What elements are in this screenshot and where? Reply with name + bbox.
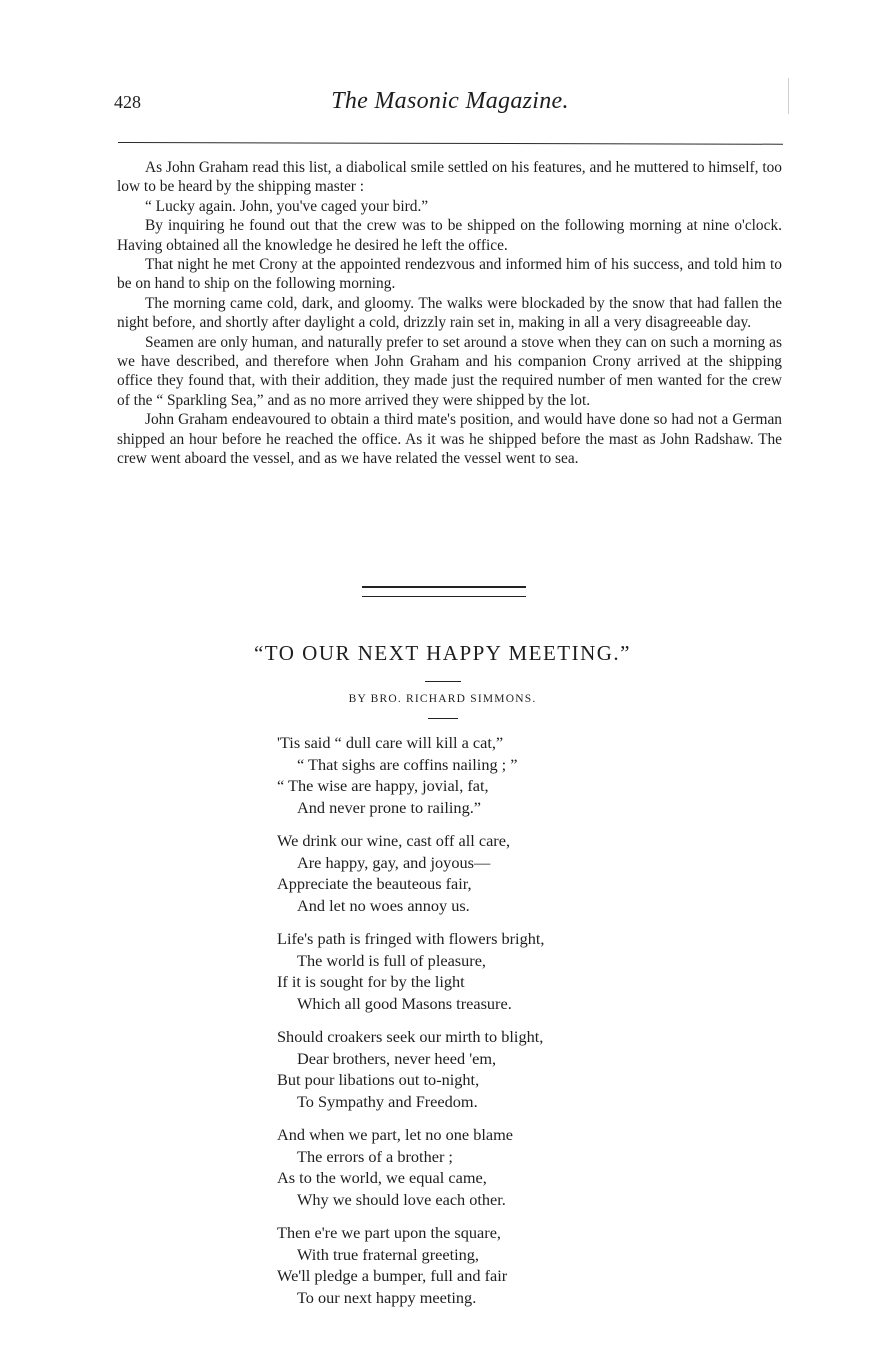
poem-line: And let no woes annoy us. — [297, 895, 470, 915]
poem-line: “ The wise are happy, jovial, fat, — [277, 776, 489, 795]
poem-title: “TO OUR NEXT HAPPY MEETING.” — [253, 641, 631, 665]
poem-line: As to the world, we equal came, — [277, 1168, 487, 1187]
poem-byline: BY BRO. RICHARD SIMMONS. — [348, 693, 537, 705]
stanza — [277, 928, 637, 1014]
stanza — [277, 1026, 637, 1112]
paragraph: “ Lucky again. John, you've caged your bird.” — [145, 197, 429, 215]
paragraph: Seamen are only human, and naturally prefer to set around a stove when they can on such a morning as we have described, and therefore when John Graham and his companion Crony arrived at the shipping office they found that, with their addition, they made just the required number of men wanted for the crew of the “ Sparkling Sea,” and as no more arrived they were shipped by the lot. — [117, 333, 782, 409]
section-divider — [362, 586, 526, 597]
stanza — [277, 732, 637, 818]
stanza — [277, 830, 637, 916]
poem-line: The errors of a brother ; — [297, 1146, 453, 1166]
stanza — [277, 1124, 637, 1210]
paragraph: That night he met Crony at the appointed rendezvous and informed him of his success, and told him to be on hand to ship on the following morning. — [117, 256, 782, 293]
poem-line: To our next happy meeting. — [297, 1287, 477, 1307]
poem-line: The world is full of pleasure, — [297, 950, 486, 970]
poem-line: With true fraternal greeting, — [297, 1244, 479, 1264]
story-text — [117, 158, 782, 469]
poem-line: We drink our wine, cast off all care, — [277, 831, 511, 850]
poem-line: Dear brothers, never heed 'em, — [297, 1048, 497, 1068]
poem-line: Then e're we part upon the square, — [277, 1223, 501, 1242]
poem-line: 'Tis said “ dull care will kill a cat,” — [277, 733, 504, 752]
byline-rule — [428, 718, 458, 719]
stanza — [277, 1222, 637, 1308]
poem-line: Are happy, gay, and joyous— — [297, 852, 491, 872]
header-rule — [118, 142, 783, 145]
poem-body — [277, 732, 637, 1320]
poem-line: But pour libations out to-night, — [277, 1070, 480, 1089]
poem-line: Why we should love each other. — [297, 1189, 506, 1209]
poem-line: If it is sought for by the light — [277, 972, 465, 991]
paragraph: As John Graham read this list, a diabolical smile settled on his features, and he muttered to himself, too low to be heard by the shipping master : — [117, 159, 782, 196]
page-header — [114, 88, 786, 124]
poem-line: We'll pledge a bumper, full and fair — [277, 1266, 508, 1285]
poem-line: Should croakers seek our mirth to blight, — [277, 1027, 544, 1046]
poem-line: Appreciate the beauteous fair, — [277, 874, 472, 893]
scan-edge-mark — [788, 78, 789, 114]
paragraph: The morning came cold, dark, and gloomy. The walks were blockaded by the snow that had fallen the night before, and shortly after daylight a cold, drizzly rain set in, making in all a very disagreeable day. — [117, 294, 782, 332]
poem-line: To Sympathy and Freedom. — [297, 1091, 478, 1111]
poem-line: Which all good Masons treasure. — [297, 993, 512, 1013]
page-number: 428 — [114, 92, 141, 112]
poem-line: Life's path is fringed with flowers bright, — [277, 929, 545, 948]
title-rule — [425, 681, 461, 682]
poem-line: And when we part, let no one blame — [277, 1125, 514, 1144]
paragraph: By inquiring he found out that the crew was to be shipped on the following morning at nine o'clock. Having obtained all the knowledge he desired he left the office. — [117, 217, 782, 254]
running-title: The Masonic Magazine. — [331, 88, 569, 114]
paragraph: John Graham endeavoured to obtain a third mate's position, and would have done so had not a German shipped an hour before he reached the office. As it was he shipped before the mast as John Radshaw. The crew went aboard the vessel, and as we have related the vessel went to sea. — [117, 411, 782, 468]
poem-line: “ That sighs are coffins nailing ; ” — [297, 754, 518, 774]
poem-line: And never prone to railing.” — [297, 797, 482, 817]
